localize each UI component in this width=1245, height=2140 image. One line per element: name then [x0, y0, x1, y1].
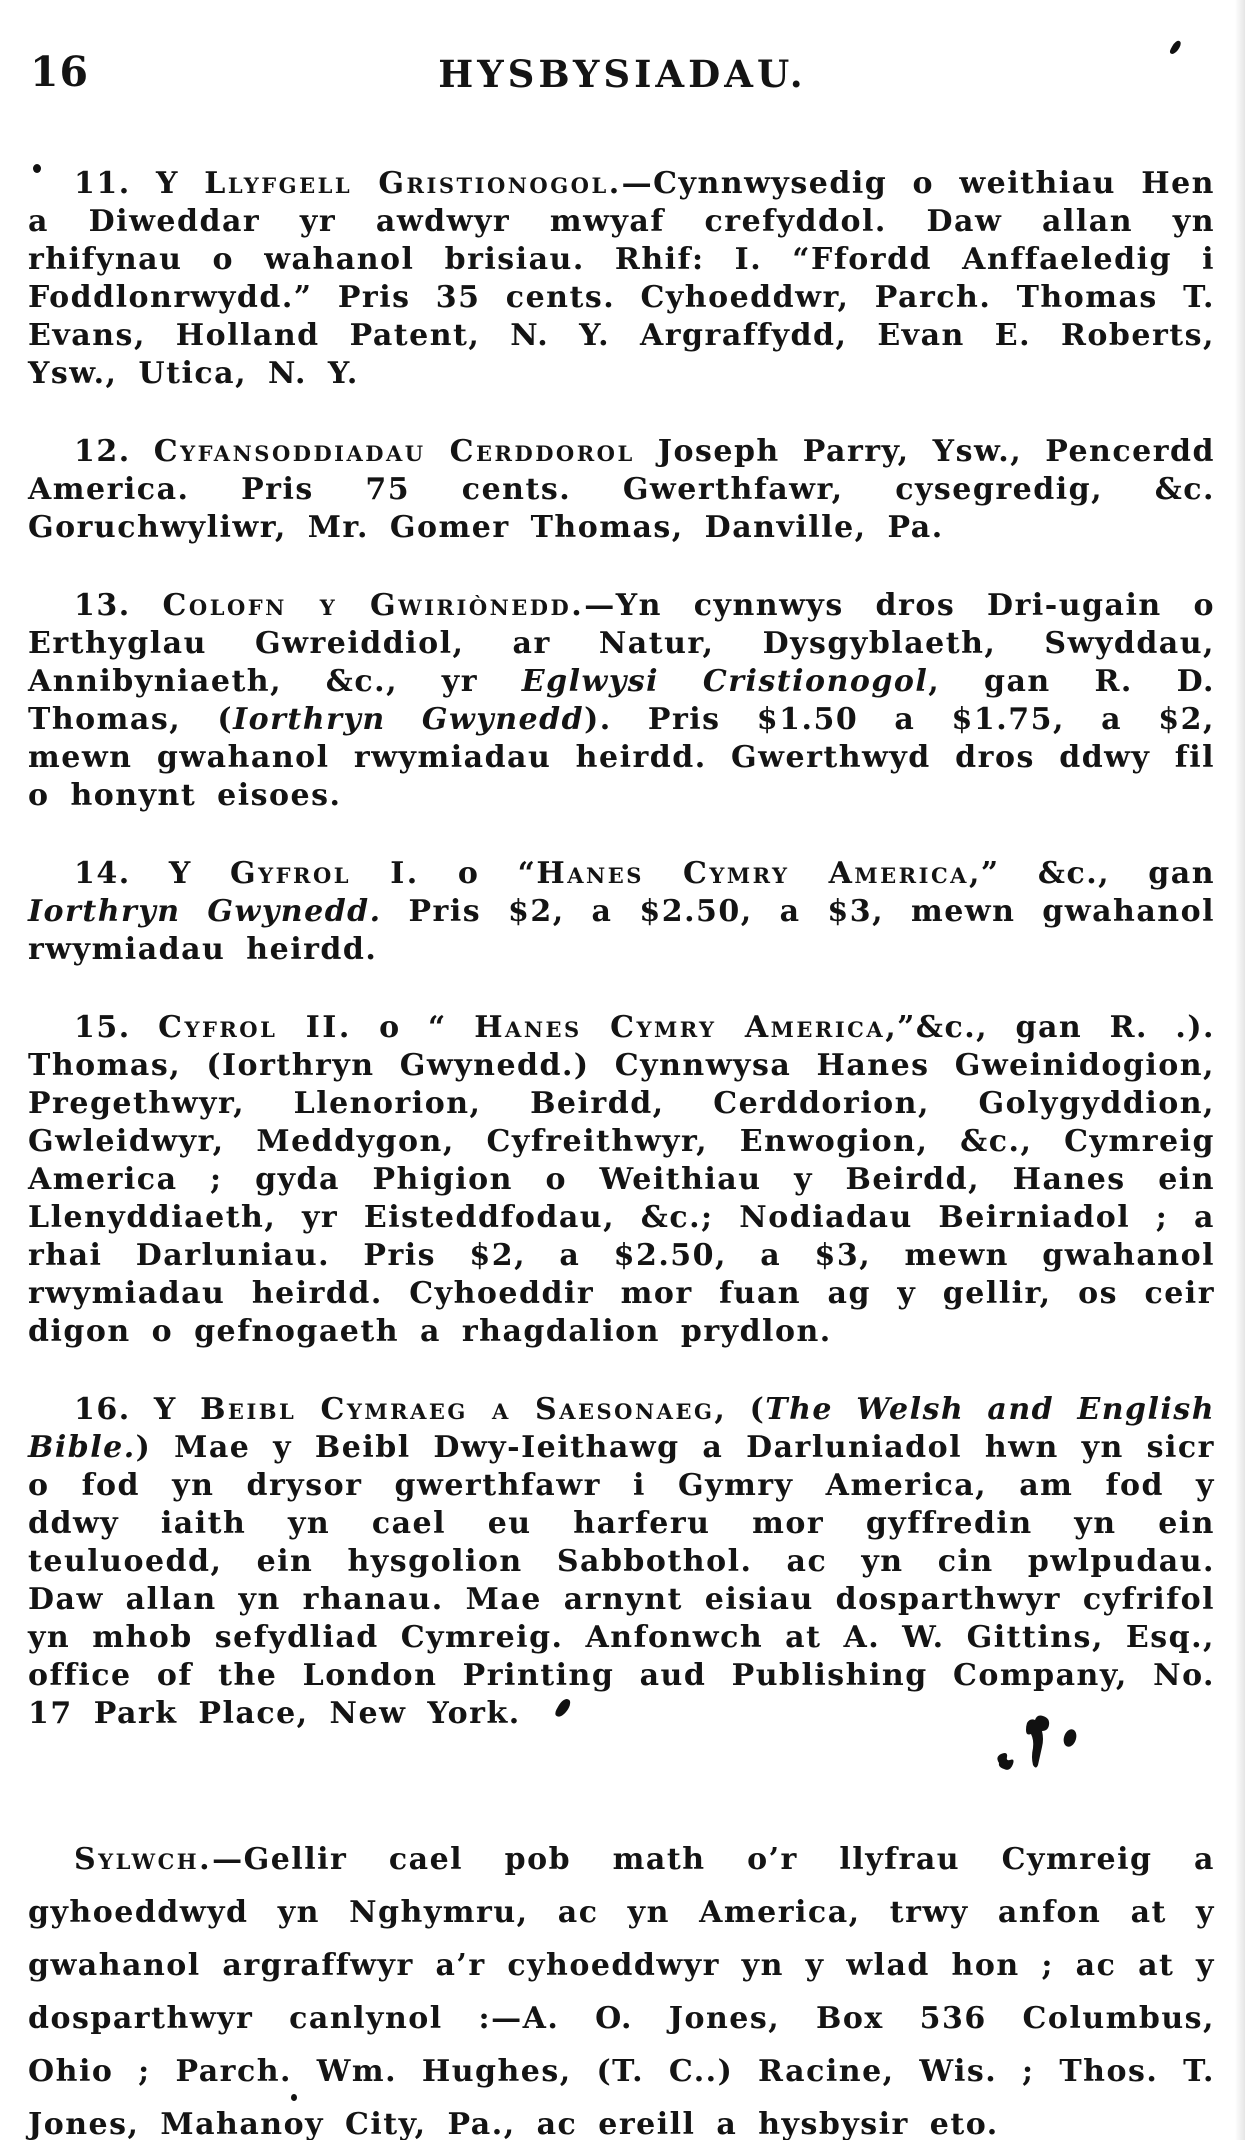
text-segment: Colofn y Gwiriònedd. [162, 588, 585, 623]
paragraph-16 [28, 1391, 1215, 1733]
text-segment: , ( [714, 1392, 766, 1427]
text-segment: Pris $2, a $2.50, a $3, mewn gwahanol rwymiadau heirdd. [28, 894, 1215, 967]
text-segment: , gan R. D. Thomas, ( [28, 664, 1215, 737]
text-segment: 16. Y [74, 1392, 201, 1427]
text-segment: 12. [74, 434, 154, 469]
paragraph-12 [28, 433, 1215, 547]
text-segment: ,”&c., gan R. .). Thomas, (Iorthryn Gwynedd.) Cynnwysa Hanes Gweinidogion, Pregethwyr, Llenorion, Beirdd, Cerddorion, Golygyddion, Gwleidwyr, Meddygon, Cyfreithwyr, Enwogion, &c., Cymreig America ; gyda Phigion o Weithiau y Beirdd, Hanes ein Llenyddiaeth, yr Eisteddfodau, &c.; Nodiadau Beirniadol ; a rhai Darluniau. Pris $2, a $2.50, a $3, mewn gwahanol rwymiadau heirdd. Cyhoeddir mor fuan ag y gellir, os ceir digon o gefnogaeth a rhagdalion prydlon. [28, 1010, 1215, 1349]
text-segment: Sylwch. [74, 1842, 213, 1877]
text-segment: 13. [74, 588, 163, 623]
text-segment: 15. [74, 1010, 159, 1045]
paragraph-13 [28, 587, 1215, 815]
text-segment: —Cynnwysedig o weithiau Hen a Diweddar yr awdwyr mwyaf crefyddol. Daw allan yn rhifynau o wahanol brisiau. Rhif: I. “Ffordd Anffaeledig i Foddlonrwydd.” Pris 35 cents. Cyhoeddwr, Parch. Thomas T. Evans, Holland Patent, N. Y. Argraffydd, Evan E. Roberts, Ysw., Utica, N. Y. [28, 166, 1215, 391]
text-segment: 11. Y [74, 166, 205, 201]
paragraph-15 [28, 1009, 1215, 1351]
text-segment: —Gellir cael pob math o’r llyfrau Cymreig a gyhoeddwyd yn Nghymru, ac yn America, trwy anfon at y gwahanol argraffwyr a’r cyhoeddwyr yn y wlad hon ; ac at y dosparthwyr canlynol :—A. O. Jones, Box 536 Columbus, Ohio ; Parch. Wm. Hughes, (T. C..) Racine, Wis. ; Thos. T. Jones, Mahanoy City, Pa., ac ereill a hysbysir eto. [28, 1842, 1215, 2140]
text-segment: The Welsh and English Bible. [28, 1392, 1216, 1465]
text-segment: Iorthryn Gwynedd [233, 702, 585, 737]
paragraph-11 [28, 165, 1215, 393]
text-segment: —Yn cynnwys dros Dri-ugain o Erthyglau Gwreiddiol, ar Natur, Dysgyblaeth, Swyddau, Annibyniaeth, &c., yr [28, 588, 1215, 699]
text-segment: o “ [351, 1010, 475, 1045]
text-segment: Hanes Cymry America [536, 856, 969, 891]
text-segment: Hanes Cymry America [474, 1010, 886, 1045]
text-segment: Gyfrol I. [230, 856, 420, 891]
text-segment: ). Pris $1.50 a $1.75, a $2, mewn gwahanol rwymiadau heirdd. Gwerthwyd dros ddwy fil o honynt eisoes. [28, 702, 1215, 813]
paragraph-14 [28, 855, 1215, 969]
page-title: HYSBYSIADAU. [438, 52, 807, 96]
text-segment: ,” &c., gan [968, 856, 1216, 891]
notice-paragraph [28, 1833, 1215, 2140]
text-segment: Cyfrol II. [158, 1010, 352, 1045]
text-segment: Eglwysi Cristionogol [521, 664, 929, 699]
text-segment: Cyfansoddiadau Cerddorol [153, 434, 635, 469]
page-number: 16 [30, 48, 90, 96]
page-content [28, 165, 1215, 2140]
text-segment: o “ [419, 856, 537, 891]
text-segment: Iorthryn Gwynedd. [28, 894, 382, 929]
text-segment: Beibl Cymraeg a Saesonaeg [200, 1392, 715, 1427]
text-segment: ) Mae y Beibl Dwy-Ieithawg a Darluniadol hwn yn sicr o fod yn drysor gwerthfawr i Gymry America, am fod y ddwy iaith yn cael eu harferu mor gyffredin yn ein teuluoedd, ein hysgolion Sabbothol. ac yn cin pwlpudau. Daw allan yn rhanau. Mae arnynt eisiau dosparthwyr cyfrifol yn mhob sefydliad Cymreig. Anfonwch at A. W. Gittins, Esq., office of the London Printing aud Publishing Company, No. 17 Park Place, New York. [28, 1430, 1215, 1731]
text-segment: 14. Y [74, 856, 230, 891]
text-segment: Llyfgell Gristionogol. [204, 166, 622, 201]
text-segment: Joseph Parry, Ysw., Pencerdd America. Pris 75 cents. Gwerthfawr, cysegredig, &c. Goruchwyliwr, Mr. Gomer Thomas, Danville, Pa. [28, 434, 1215, 545]
